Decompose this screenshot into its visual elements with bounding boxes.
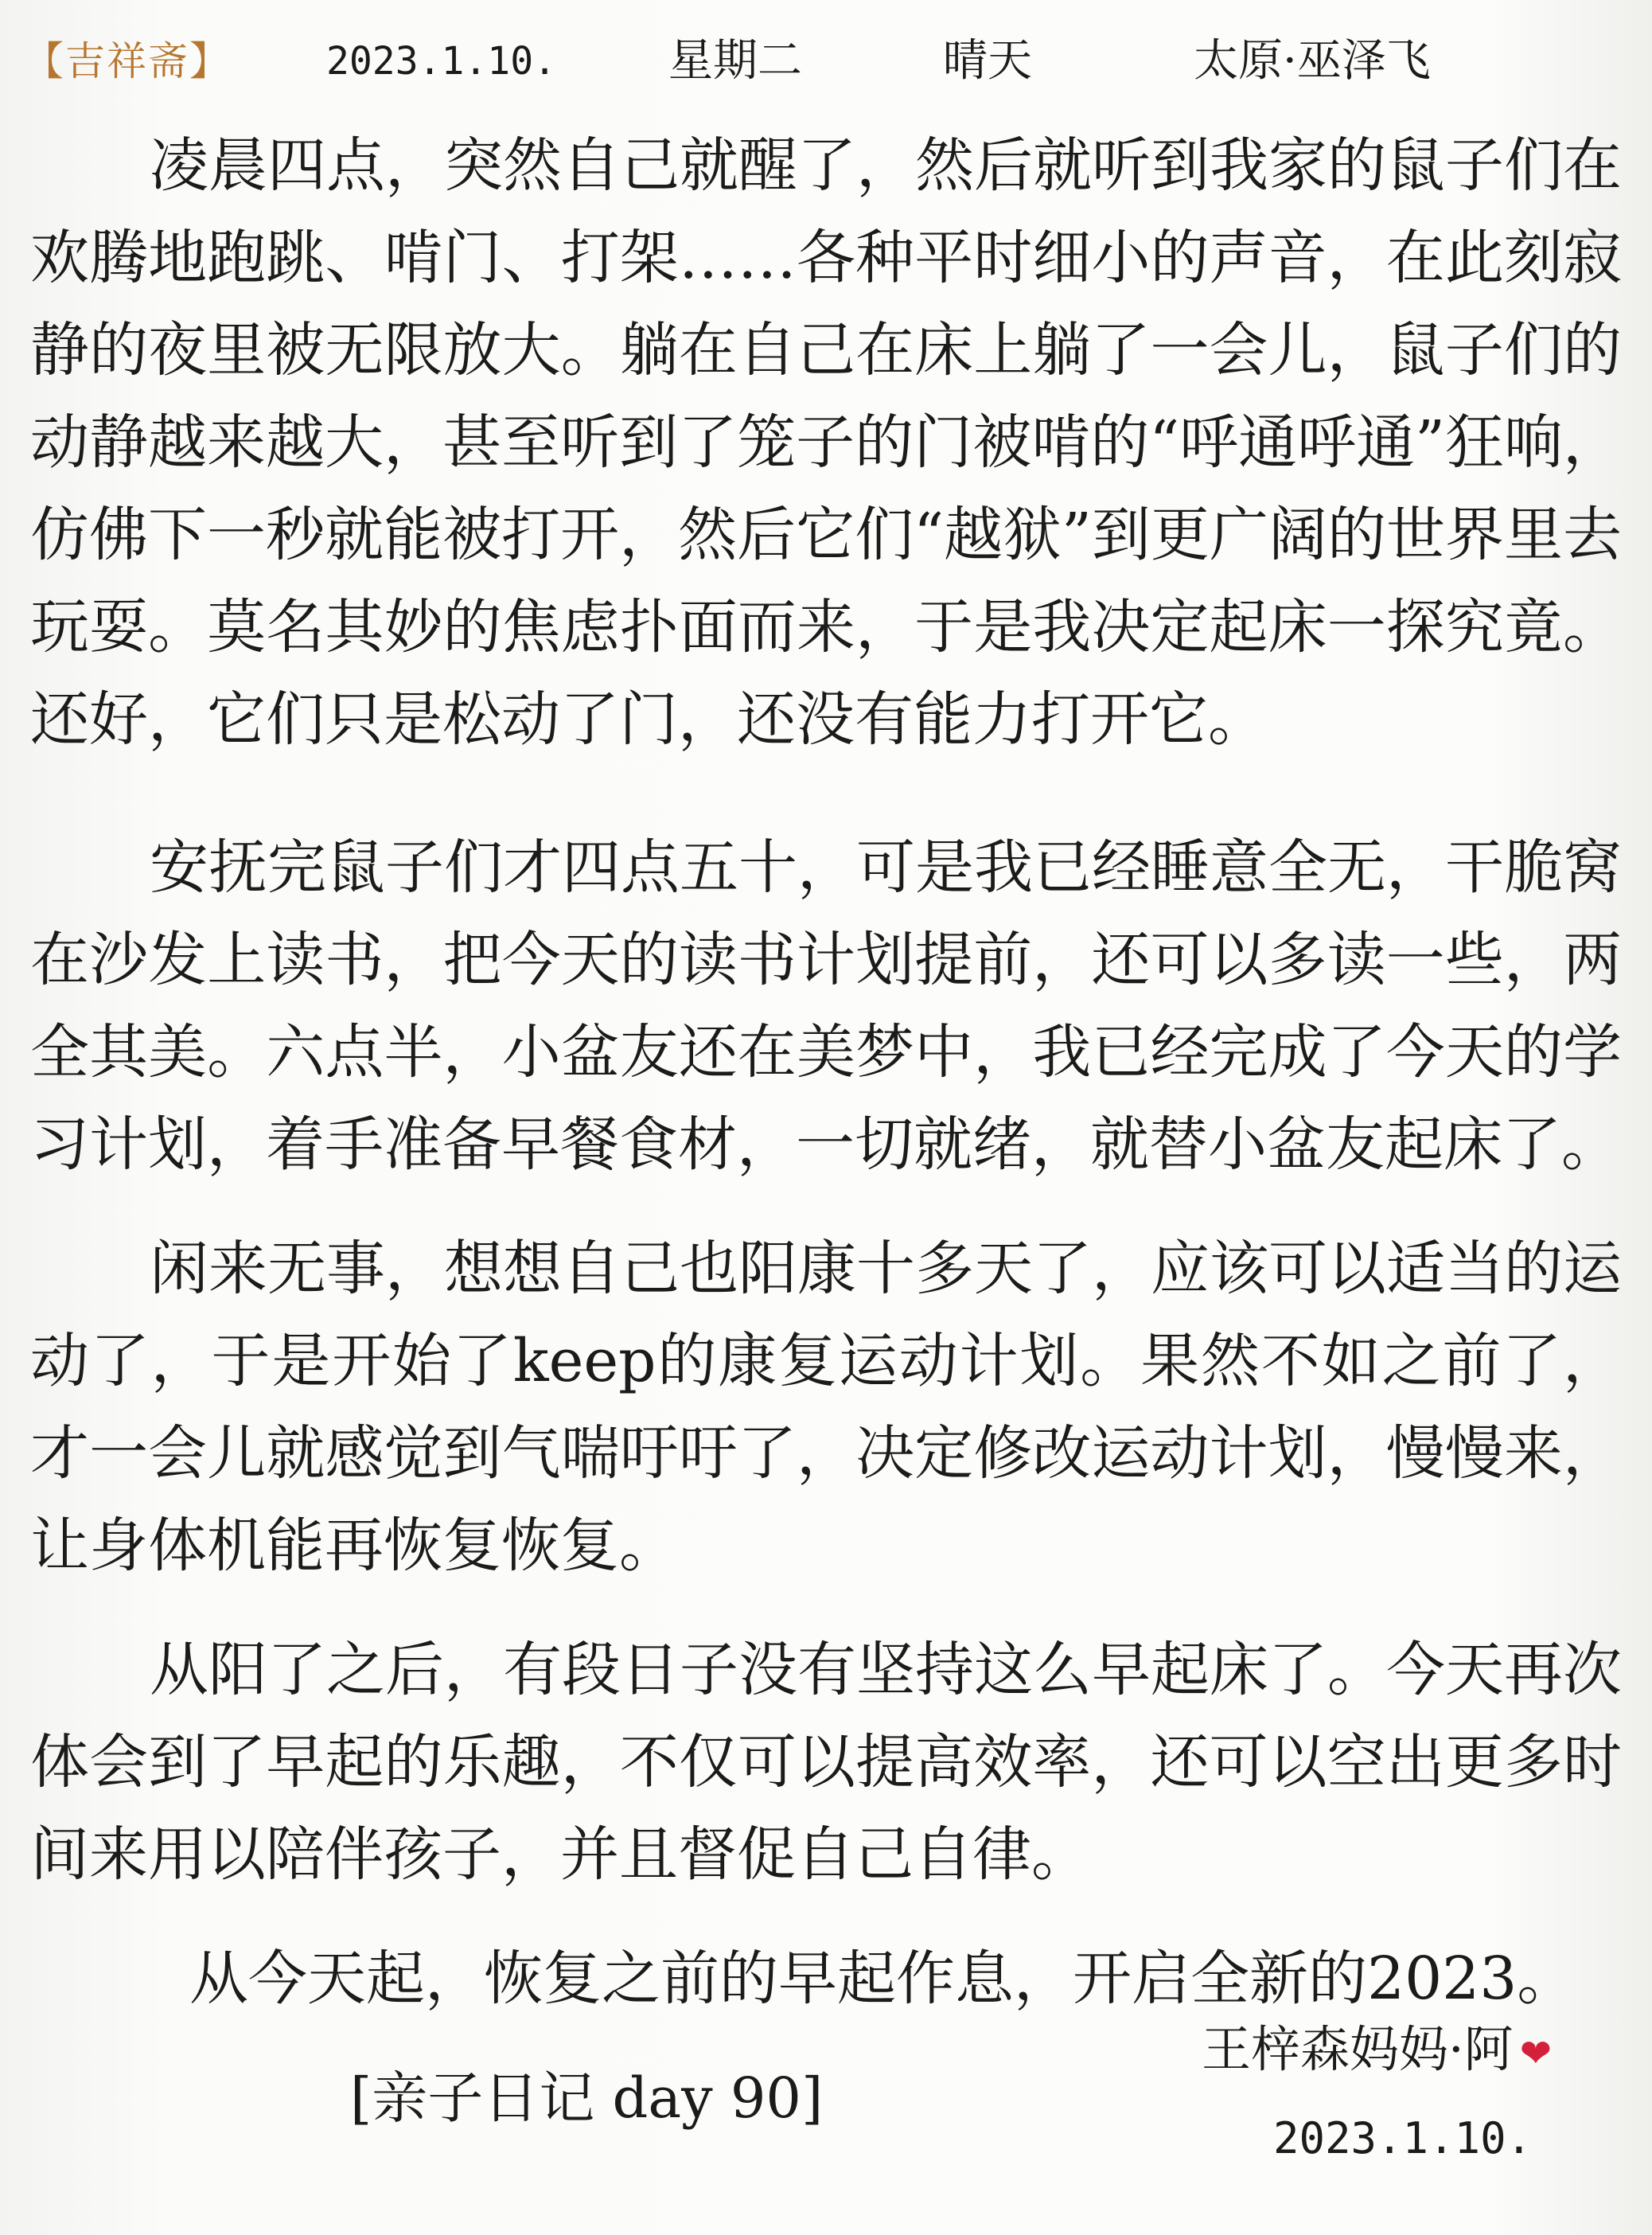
diary-tag: [亲子日记 day 90] — [350, 2065, 824, 2131]
paragraph-4: 从阳了之后，有段日子没有坚持这么早起床了。今天再次体会到了早起的乐趣，不仅可以提高效率，还可以空出更多时间来用以陪伴孩子，并且督促自己自律。 — [30, 1636, 1622, 1889]
paragraph-3: 闲来无事，想想自己也阳康十多天了，应该可以适当的运动了，于是开始了keep的康复运动计划。果然不如之前了，才一会儿就感觉到气喘吁吁了，决定修改运动计划，慢慢来，让身体机能再恢复恢复。 — [30, 1235, 1622, 1580]
header-author: 太原·巫泽飞 — [1194, 35, 1431, 87]
paragraph-2: 安抚完鼠子们才四点五十，可是我已经睡意全无，干脆窝在沙发上读书，把今天的读书计划提前，还可以多读一些，两全其美。六点半，小盆友还在美梦中，我已经完成了今天的学习计划，着手准备早餐食材，一切就绪，就替小盆友起床了。 — [30, 833, 1622, 1179]
header-weekday: 星期二 — [668, 35, 802, 87]
diary-body — [30, 119, 1622, 2025]
header-date: 2023.1.10. — [326, 39, 556, 84]
heart-icon: ❤ — [1519, 2030, 1552, 2076]
signature-date: 2023.1.10. — [1273, 2113, 1533, 2163]
header-weather: 晴天 — [943, 35, 1032, 87]
signature — [1202, 2010, 1552, 2081]
paragraph-1: 凌晨四点，突然自己就醒了，然后就听到我家的鼠子们在欢腾地跑跳、啃门、打架……各种平时细小的声音，在此刻寂静的夜里被无限放大。躺在自己在床上躺了一会儿，鼠子们的动静越来越大，甚至听到了笼子的门被啃的“呼通呼通”狂响，仿佛下一秒就能被打开，然后它们“越狱”到更广阔的世界里去玩耍。莫名其妙的焦虑扑面而来，于是我决定起床一探究竟。还好，它们只是松动了门，还没有能力打开它。 — [30, 131, 1622, 754]
brand-stamp: 【吉祥斋】 — [24, 38, 231, 84]
diary-header — [24, 18, 1623, 105]
signature-text: 王梓森妈妈·阿 — [1202, 2020, 1514, 2078]
paragraph-5: 从今天起，恢复之前的早起作息，开启全新的2023。 — [189, 1944, 1576, 2013]
